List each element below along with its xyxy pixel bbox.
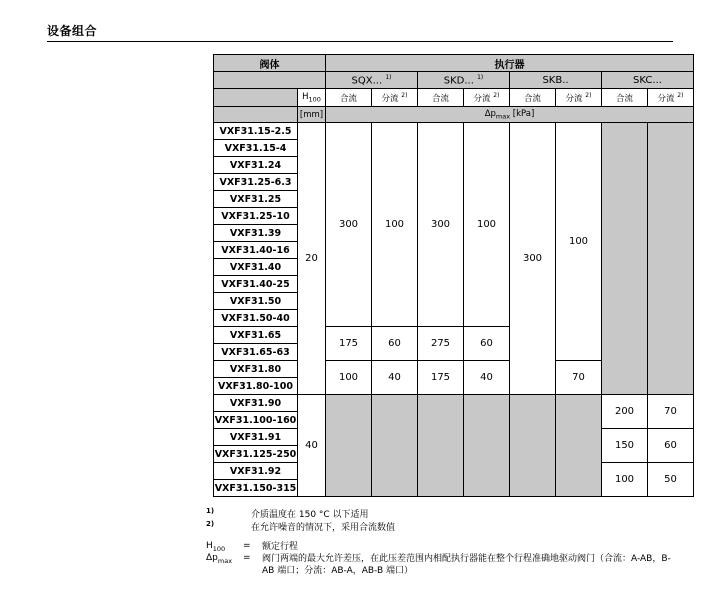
header-blank xyxy=(214,89,298,107)
valve-model: VXF31.40 xyxy=(214,259,298,276)
footnote-1 xyxy=(206,507,686,519)
dp-value-skc-div: 70 xyxy=(648,395,694,429)
valve-model: VXF31.90 xyxy=(214,395,298,412)
col-label: 分流 xyxy=(473,93,491,104)
footnote-mark: 2) xyxy=(585,91,592,99)
legend-subscript: 100 xyxy=(212,544,226,553)
legend-equals: = xyxy=(243,553,251,563)
valve-model: VXF31.100-160 xyxy=(214,412,298,429)
not-applicable-cell xyxy=(510,395,556,497)
dp-unit: [kPa] xyxy=(512,108,535,119)
dp-value-skb-div: 100 xyxy=(556,123,602,361)
h100-header xyxy=(298,89,326,107)
valve-model: VXF31.92 xyxy=(214,463,298,480)
not-applicable-cell xyxy=(602,123,648,395)
section-divider xyxy=(47,41,673,42)
dp-value-skd-div: 40 xyxy=(464,361,510,395)
section-title: 设备组合 xyxy=(47,24,98,38)
table-row xyxy=(214,123,694,140)
dp-value-skc-mix: 200 xyxy=(602,395,648,429)
unit-mm: [mm] xyxy=(298,107,326,123)
footnote-mark: 2) xyxy=(677,91,684,99)
col-mixing: 合流 xyxy=(326,89,372,107)
col-diverting xyxy=(648,89,694,107)
footnote-text: 在允许噪音的情况下，采用合流数值 xyxy=(251,523,396,533)
dp-value-skc-div: 60 xyxy=(648,429,694,463)
valve-model: VXF31.40-16 xyxy=(214,242,298,259)
legend-equals: = xyxy=(243,541,251,551)
dp-value-skc-mix: 150 xyxy=(602,429,648,463)
valve-model: VXF31.125-250 xyxy=(214,446,298,463)
h100-value: 20 xyxy=(298,123,326,395)
dp-value-sqx-mix: 300 xyxy=(326,123,372,327)
valve-model: VXF31.25-6.3 xyxy=(214,174,298,191)
valve-model: VXF31.80 xyxy=(214,361,298,378)
header-actuator: 执行器 xyxy=(326,55,694,72)
dp-value-sqx-mix: 175 xyxy=(326,327,372,361)
dp-value-skb-div: 70 xyxy=(556,361,602,395)
legend-text: 额定行程 xyxy=(262,542,299,552)
header-valve: 阀体 xyxy=(214,55,326,72)
footnote-text: 介质温度在 150 °C 以下适用 xyxy=(251,510,369,520)
legend-symbol-text: Δp xyxy=(206,553,218,563)
dp-value-skc-div: 50 xyxy=(648,463,694,497)
dp-value-sqx-div: 60 xyxy=(372,327,418,361)
dp-header xyxy=(326,107,694,123)
dp-value-sqx-mix: 100 xyxy=(326,361,372,395)
device-combination-table xyxy=(213,54,694,497)
actuator-skc: SKC... xyxy=(602,72,694,89)
not-applicable-cell xyxy=(372,395,418,497)
col-mixing: 合流 xyxy=(602,89,648,107)
col-label: 分流 xyxy=(565,93,583,104)
legend-symbol-text: H xyxy=(206,541,213,551)
legend-symbol xyxy=(206,553,232,565)
actuator-skd xyxy=(418,72,510,89)
dp-value-sqx-div: 100 xyxy=(372,123,418,327)
table-row xyxy=(214,395,694,412)
valve-model: VXF31.65-63 xyxy=(214,344,298,361)
dp-value-skd-mix: 275 xyxy=(418,327,464,361)
col-label: 分流 xyxy=(657,93,675,104)
footnote-mark: 1) xyxy=(477,73,484,81)
footnote-2 xyxy=(206,520,686,532)
col-label: 分流 xyxy=(381,93,399,104)
not-applicable-cell xyxy=(326,395,372,497)
h100-subscript: 100 xyxy=(308,95,321,104)
valve-model: VXF31.25 xyxy=(214,191,298,208)
valve-model: VXF31.15-2.5 xyxy=(214,123,298,140)
valve-model: VXF31.25-10 xyxy=(214,208,298,225)
legend-text: 阀门两端的最大允许差压，在此压差范围内相配执行器能在整个行程准确地驱动阀门（合流：A-AB，B-AB 端口；分流：AB-A，AB-B 端口） xyxy=(262,554,671,576)
h100-value: 40 xyxy=(298,395,326,497)
footnote-mark: 2) xyxy=(493,91,500,99)
valve-model: VXF31.50 xyxy=(214,293,298,310)
header-blank xyxy=(214,72,326,89)
dp-value-skb-mix: 300 xyxy=(510,123,556,395)
valve-model: VXF31.150-315 xyxy=(214,480,298,497)
h100-symbol: H xyxy=(302,91,309,102)
dp-value-skd-div: 100 xyxy=(464,123,510,327)
valve-model: VXF31.50-40 xyxy=(214,310,298,327)
legend-h100 xyxy=(206,541,686,553)
col-diverting xyxy=(464,89,510,107)
valve-model: VXF31.80-100 xyxy=(214,378,298,395)
not-applicable-cell xyxy=(464,395,510,497)
footnote-mark: 1) xyxy=(385,73,392,81)
actuator-name: SQX... xyxy=(351,75,383,87)
actuator-name: SKD... xyxy=(443,75,474,87)
footnote-mark: 2) xyxy=(401,91,408,99)
col-diverting xyxy=(556,89,602,107)
footnote-mark: 1) xyxy=(206,507,215,515)
dp-value-skd-mix: 300 xyxy=(418,123,464,327)
valve-model: VXF31.24 xyxy=(214,157,298,174)
legend-subscript: max xyxy=(217,556,233,565)
dp-value-skd-div: 60 xyxy=(464,327,510,361)
actuator-sqx xyxy=(326,72,418,89)
actuator-skb: SKB.. xyxy=(510,72,602,89)
not-applicable-cell xyxy=(418,395,464,497)
dp-value-skd-mix: 175 xyxy=(418,361,464,395)
header-blank xyxy=(214,107,298,123)
legend-dpmax xyxy=(206,553,686,579)
col-mixing: 合流 xyxy=(510,89,556,107)
valve-model: VXF31.65 xyxy=(214,327,298,344)
valve-model: VXF31.15-4 xyxy=(214,140,298,157)
not-applicable-cell xyxy=(648,123,694,395)
col-diverting xyxy=(372,89,418,107)
legend-symbol xyxy=(206,541,225,553)
dp-value-sqx-div: 40 xyxy=(372,361,418,395)
dp-subscript: max xyxy=(495,112,511,121)
col-mixing: 合流 xyxy=(418,89,464,107)
valve-model: VXF31.40-25 xyxy=(214,276,298,293)
dp-symbol: Δp xyxy=(484,108,496,119)
dp-value-skc-mix: 100 xyxy=(602,463,648,497)
footnote-mark: 2) xyxy=(206,520,215,528)
valve-model: VXF31.39 xyxy=(214,225,298,242)
not-applicable-cell xyxy=(556,395,602,497)
valve-model: VXF31.91 xyxy=(214,429,298,446)
